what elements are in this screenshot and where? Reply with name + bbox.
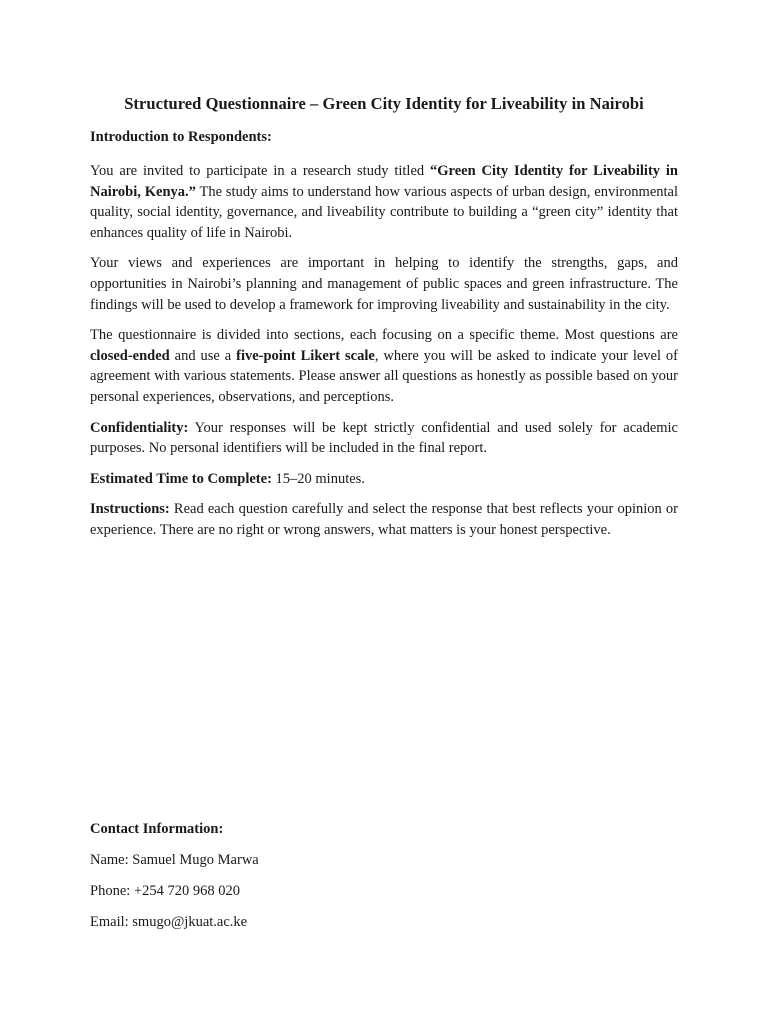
estimated-time-label: Estimated Time to Complete: — [90, 470, 272, 487]
contact-phone: Phone: +254 720 968 020 — [90, 883, 240, 899]
closed-ended-emphasis: closed-ended — [90, 347, 170, 364]
study-title-emphasis: “Green City Identity for Liveability in Nairobi, Kenya.” — [90, 163, 678, 200]
estimated-time-text: 15–20 minutes. — [271, 470, 365, 487]
introduction-section — [90, 127, 678, 551]
confidentiality-text: Your responses will be kept strictly confidential and used solely for academic purposes. No personal identifiers will be included in the final report. — [90, 419, 678, 457]
confidentiality-label: Confidentiality: — [90, 419, 189, 436]
likert-scale-emphasis: five-point Likert scale — [236, 347, 375, 364]
p3-text-2: and use a — [169, 347, 237, 364]
paragraph-questionnaire-structure — [90, 325, 678, 407]
paragraph-instructions — [90, 499, 678, 540]
contact-heading: Contact Information: — [90, 821, 224, 837]
p3-text-1: The questionnaire is divided into sections, each focusing on a specific theme. Most questions are — [90, 327, 678, 344]
instructions-text: Read each question carefully and select the response that best reflects your opinion or experience. There are no right or wrong answers, what matters is your honest perspective. — [90, 501, 678, 538]
contact-email: Email: smugo@jkuat.ac.ke — [90, 914, 248, 930]
paragraph-importance: Your views and experiences are important in helping to identify the strengths, gaps, and opportunities in Nairobi’s planning and management of public spaces and green infrastructure. The findings will be used to develop a framework for improving liveability and sustainability in the city. — [90, 255, 678, 313]
paragraph-estimated-time — [90, 469, 678, 490]
paragraph-confidentiality — [90, 418, 678, 459]
instructions-label: Instructions: — [90, 501, 170, 518]
contact-section — [90, 819, 678, 943]
p1-text-pre: You are invited to participate in a research study titled — [90, 163, 431, 179]
intro-heading: Introduction to Respondents: — [90, 129, 272, 145]
document-title: Structured Questionnaire – Green City Identity for Liveability in Nairobi — [124, 94, 644, 113]
contact-name: Name: Samuel Mugo Marwa — [90, 852, 259, 868]
p3-text-3: , where you will be asked to indicate your level of agreement with various statements. Please answer all questions as honestly as possible based on your personal experiences, observations, and perceptions. — [90, 347, 679, 405]
paragraph-study-description — [90, 161, 678, 243]
p1-text-post: The study aims to understand how various aspects of urban design, environmental quality, social identity, governance, and liveability contribute to building a “green city” identity that enhances quality of life in Nairobi. — [90, 183, 679, 241]
